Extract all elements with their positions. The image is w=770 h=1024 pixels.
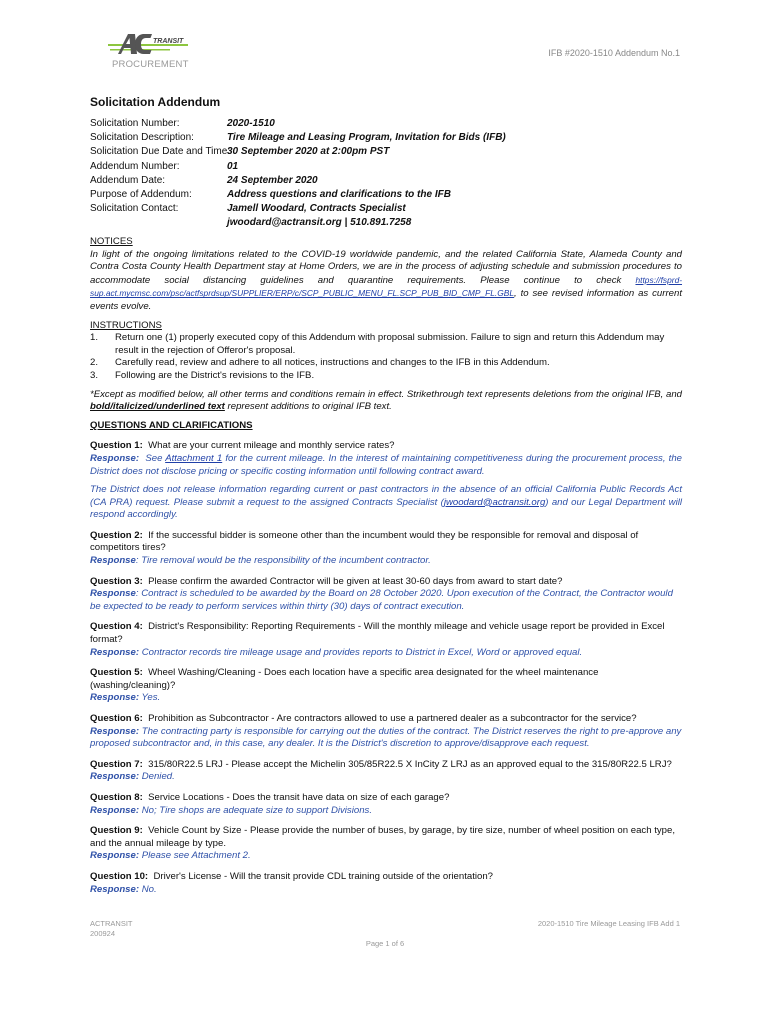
addendum-body <box>90 236 682 896</box>
list-item: 2. Carefully read, review and adhere to all notices, instructions and changes to the IFB in this Addendum. <box>90 357 550 369</box>
solicitation-info <box>90 117 690 231</box>
footer-right: 2020-1510 Tire Mileage Leasing IFB Add 1 <box>537 919 680 928</box>
info-row: Addendum Date: 24 September 2020 <box>90 174 318 186</box>
question-block: Question 3: Please confirm the awarded Contractor will be given at least 30-60 days from award to start date? Response: Contract is scheduled to be awarded by the Board on 28 October 2020. Upon execution of the Contract, the Contractor would be expected to be ready to perform services within thirty (30) days of contract execution. <box>90 575 673 612</box>
list-item: 1. Return one (1) properly executed copy of this Addendum with proposal submission. Failure to sign and return this Addendum may result in the rejection of Offeror's proposal. <box>90 332 665 356</box>
qa-heading: QUESTIONS AND CLARIFICATIONS <box>90 419 253 431</box>
info-row: jwoodard@actransit.org | 510.891.7258 <box>227 217 412 229</box>
info-row: Solicitation Number: 2020-1510 <box>90 118 275 129</box>
question-block: Question 1: What are your current mileage and monthly service rates? Response: See Attachment 1 for the current mileage. In the interest of maintaining competitiveness during the procurement process, the District does not disclose pricing or specific costing information until following contract award. The District does not release information regarding current or past contractors in the absence of an official California Public Records Act (CA PRA) request. Please submit a request to the assigned Contracts Specialist (jwoodard@actransit.org) and our Legal Department will respond accordingly. <box>90 440 682 521</box>
question-block: Question 4: District's Responsibility: Reporting Requirements - Will the monthly mileage and vehicle usage report be provided in Excel format? Response: Contractor records tire mileage usage and provides reports to District in Excel, Word or approved equal. <box>90 621 665 658</box>
supplier-portal-link[interactable]: https://fsprd-sup.act.mycmsc.com/psc/actfsprdsup/SUPPLIER/ERP/c/SCP_PUBLIC_MENU_FL.SCP_PUB_BID_CMP_FL.GBL <box>90 274 683 299</box>
question-block: Question 5: Wheel Washing/Cleaning - Does each location have a specific area designated for the wheel maintenance (washing/cleaning)? Response: Yes. <box>90 667 599 704</box>
info-row: Solicitation Description: Tire Mileage and Leasing Program, Invitation for Bids (IFB) <box>90 132 506 144</box>
contact-email-link[interactable]: jwoodard@actransit.org <box>443 496 546 508</box>
footer-left: ACTRANSIT 200924 <box>90 919 133 938</box>
ac-transit-logo <box>108 30 188 60</box>
department-label: PROCUREMENT <box>112 59 189 70</box>
list-item: 3. Following are the District's revisions to the IFB. <box>90 369 315 381</box>
info-row: Purpose of Addendum: Address questions and clarifications to the IFB <box>90 189 451 201</box>
page-title: Solicitation Addendum <box>90 95 221 109</box>
info-row: Addendum Number: 01 <box>90 160 239 172</box>
document-reference: IFB #2020-1510 Addendum No.1 <box>548 48 680 58</box>
question-block: Question 7: 315/80R22.5 LRJ - Please accept the Michelin 305/85R22.5 X InCity Z LRJ as an approved equal to the 315/80R22.5 LRJ? Response: Denied. <box>90 758 672 783</box>
notices-text: In light of the ongoing limitations related to the COVID-19 worldwide pandemic, and the related California State, Alameda County and Contra Costa County Health Department stay at Home Orders, we are in the process of adjusting schedule and submission procedures to accommodate social distancing guidelines and quarantine requirements. Please continue to check https://fsprd-sup.act.mycmsc.com/psc/actfsprdsup/SUPPLIER/ERP/c/SCP_PUBLIC_MENU_FL.SCP_PUB_BID_CMP_FL.GBL, to see revised information as current events evolve. <box>90 248 683 312</box>
attachment-1-link[interactable]: Attachment 1 <box>165 452 223 464</box>
question-block: Question 10: Driver's License - Will the transit provide CDL training outside of the orientation? Response: No. <box>90 870 494 895</box>
question-block: Question 2: If the successful bidder is someone other than the incumbent would they be responsible for removal and disposal of competitors tires? Response: Tire removal would be the responsibility of the incumbent contractor. <box>90 529 639 567</box>
question-block: Question 8: Service Locations - Does the transit have data on size of each garage? Response: No; Tire shops are adequate size to support Divisions. <box>90 791 450 816</box>
instructions-list <box>90 332 682 382</box>
page-number: Page 1 of 6 <box>365 939 405 948</box>
instructions-heading: INSTRUCTIONS <box>90 319 162 331</box>
question-block: Question 9: Vehicle Count by Size - Please provide the number of buses, by garage, by tire size, number of wheel position on each type, and the annual mileage by type. Response: Please see Attachment 2. <box>90 825 676 862</box>
info-row: Solicitation Due Date and Time: 30 September 2020 at 2:00pm PST <box>90 146 390 158</box>
notices-heading: NOTICES <box>90 236 133 247</box>
svg-text:TRANSIT: TRANSIT <box>153 38 184 45</box>
info-row: Solicitation Contact: Jamell Woodard, Contracts Specialist <box>90 203 406 215</box>
question-block: Question 6: Prohibition as Subcontractor - Are contractors allowed to use a partnered dealer as a subcontractor for the service? Response: The contracting party is responsible for carrying out the duties of the contract. The District reserves the right to pre-approve any proposed subcontractor and, in this case, any dealer. It is the District's discretion to approve/disapprove each request. <box>90 713 682 750</box>
modification-note: *Except as modified below, all other terms and conditions remain in effect. Strikethrough text represents deletions from the original IFB, and bold/italicized/underlined text represent additions to original IFB text. <box>90 388 682 413</box>
